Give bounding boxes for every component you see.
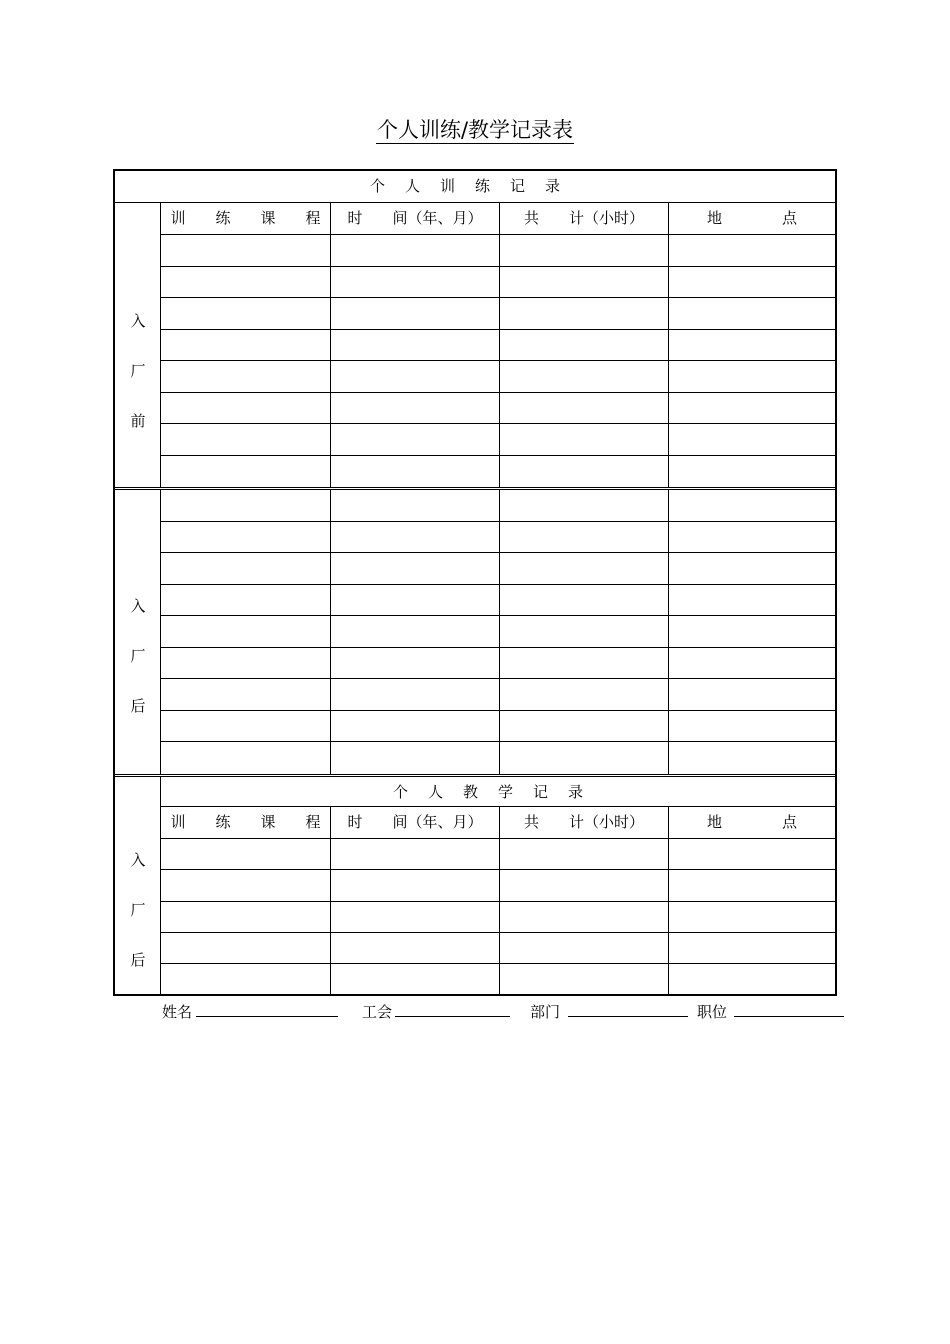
table-cell[interactable] [330,490,499,521]
table-cell[interactable] [668,267,835,298]
table-cell[interactable] [668,522,835,553]
table-row [161,616,835,648]
table-row [161,456,835,488]
header-location: 地 点 [668,203,835,234]
department-label: 部门 [530,1003,561,1021]
table-cell[interactable] [668,742,835,774]
table-cell[interactable] [330,361,499,392]
teaching-section-title: 个人教学记录 [392,783,603,801]
table-row [161,902,835,933]
table-cell[interactable] [499,964,668,995]
table-row [161,330,835,362]
page-title: 个人训练/教学记录表 [376,118,574,142]
table-cell[interactable] [161,553,330,584]
position-label: 职位 [697,1003,728,1021]
table-cell[interactable] [161,298,330,329]
header-time: 时 间（年、月） [330,807,499,838]
header-location: 地 点 [668,807,835,838]
table-cell[interactable] [330,616,499,647]
table-cell[interactable] [330,870,499,900]
table-cell[interactable] [668,933,835,963]
table-cell[interactable] [161,330,330,361]
table-cell[interactable] [668,679,835,710]
table-cell[interactable] [161,424,330,455]
header-time: 时 间（年、月） [330,203,499,234]
table-cell[interactable] [499,361,668,392]
table-cell[interactable] [161,393,330,424]
table-cell[interactable] [161,235,330,266]
table-cell[interactable] [668,298,835,329]
table-cell[interactable] [330,839,499,869]
table-cell[interactable] [668,361,835,392]
department-input-line[interactable] [568,1016,688,1017]
table-cell[interactable] [161,648,330,679]
table-row [161,648,835,680]
table-cell[interactable] [668,964,835,995]
table-cell[interactable] [161,870,330,900]
table-cell[interactable] [330,711,499,742]
table-cell[interactable] [161,742,330,774]
table-cell[interactable] [330,585,499,616]
table-row [161,711,835,743]
table-cell[interactable] [330,902,499,932]
table-cell[interactable] [330,648,499,679]
table-cell[interactable] [668,839,835,869]
table-row [161,361,835,393]
table-cell[interactable] [330,298,499,329]
table-cell[interactable] [499,522,668,553]
table-cell[interactable] [499,679,668,710]
table-cell[interactable] [499,330,668,361]
table-cell[interactable] [668,330,835,361]
table-row [161,553,835,585]
table-cell[interactable] [161,679,330,710]
table-cell[interactable] [161,933,330,963]
table-cell[interactable] [668,235,835,266]
name-input-line[interactable] [196,1016,338,1017]
table-row [161,742,835,774]
table-cell[interactable] [668,902,835,932]
table-cell[interactable] [161,267,330,298]
table-cell[interactable] [668,616,835,647]
table-cell[interactable] [668,490,835,521]
table-cell[interactable] [499,424,668,455]
table-cell[interactable] [161,522,330,553]
header-course: 训 练 课 程 [170,209,321,227]
table-cell[interactable] [330,424,499,455]
table-cell[interactable] [499,711,668,742]
teaching-title-row [161,777,835,807]
table-row [161,235,835,267]
table-cell[interactable] [668,648,835,679]
table-row [161,393,835,425]
union-label: 工会 [362,1003,393,1021]
header-course: 训 练 课 程 [170,813,321,831]
table-cell[interactable] [499,267,668,298]
table-row [161,298,835,330]
table-cell[interactable] [499,456,668,488]
table-cell[interactable] [330,553,499,584]
table-cell[interactable] [499,298,668,329]
table-cell[interactable] [499,616,668,647]
side-label-after-entry: 入 厂 后 [115,490,161,774]
table-cell[interactable] [161,585,330,616]
table-row [161,522,835,554]
record-form [113,169,837,996]
table-row [161,267,835,299]
table-cell[interactable] [330,235,499,266]
side-label-teaching-after-entry: 入 厂 后 [115,777,161,994]
table-cell[interactable] [668,870,835,900]
training-section-title: 个人训练记录 [369,177,580,195]
table-cell[interactable] [161,361,330,392]
table-cell[interactable] [161,490,330,521]
table-cell[interactable] [668,585,835,616]
table-cell[interactable] [161,456,330,488]
table-cell[interactable] [330,456,499,488]
table-cell[interactable] [499,742,668,774]
table-cell[interactable] [499,585,668,616]
table-cell[interactable] [161,902,330,932]
table-row [161,964,835,995]
training-title-row [115,171,835,203]
table-cell[interactable] [161,964,330,995]
table-cell[interactable] [668,711,835,742]
table-cell[interactable] [330,742,499,774]
table-cell[interactable] [161,711,330,742]
signature-footer [0,1000,950,1024]
table-cell[interactable] [668,456,835,488]
table-row [161,839,835,870]
table-cell[interactable] [161,839,330,869]
table-cell[interactable] [499,933,668,963]
table-cell[interactable] [330,933,499,963]
table-cell[interactable] [499,235,668,266]
table-row [161,870,835,901]
table-cell[interactable] [499,870,668,900]
position-input-line[interactable] [734,1016,844,1017]
table-cell[interactable] [330,393,499,424]
table-cell[interactable] [668,553,835,584]
table-cell[interactable] [330,679,499,710]
name-label: 姓名 [162,1003,193,1021]
table-cell[interactable] [330,522,499,553]
table-row [161,424,835,456]
table-cell[interactable] [330,964,499,995]
table-cell[interactable] [668,424,835,455]
table-cell[interactable] [330,267,499,298]
table-cell[interactable] [499,839,668,869]
table-cell[interactable] [499,648,668,679]
table-row [161,679,835,711]
table-cell[interactable] [499,393,668,424]
union-input-line[interactable] [395,1016,510,1017]
header-total-hours: 共 计（小时） [499,203,668,234]
training-header-row [161,203,835,235]
table-row [161,933,835,964]
teaching-header-row [161,807,835,839]
table-row [161,490,835,522]
table-cell[interactable] [161,616,330,647]
table-cell[interactable] [499,490,668,521]
header-total-hours: 共 计（小时） [499,807,668,838]
table-cell[interactable] [668,393,835,424]
table-row [161,585,835,617]
table-cell[interactable] [499,902,668,932]
table-cell[interactable] [499,553,668,584]
side-label-before-entry: 入 厂 前 [115,203,161,487]
table-cell[interactable] [330,330,499,361]
